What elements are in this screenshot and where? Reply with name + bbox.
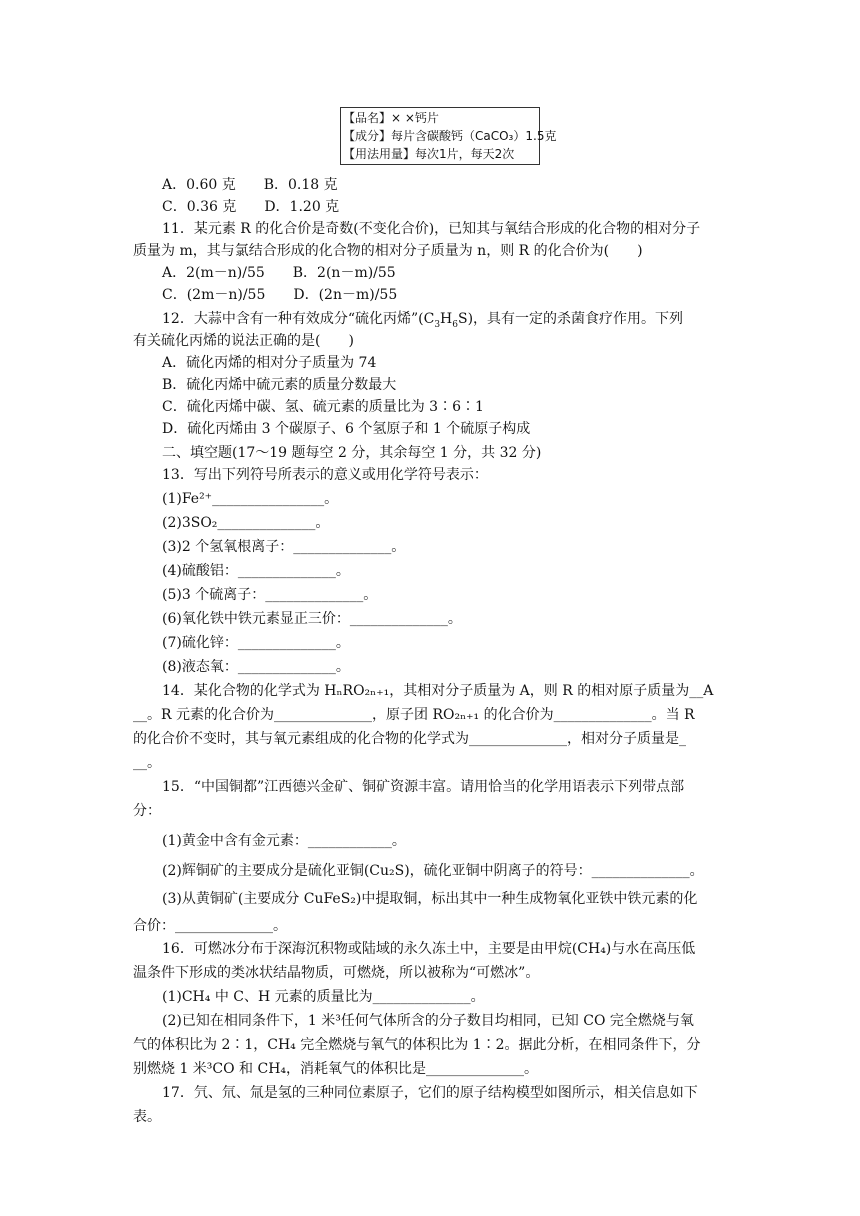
q17-line1: 17．氕、氘、氚是氢的三种同位素原子，它们的原子结构模型如图所示，相关信息如下 xyxy=(162,1085,698,1101)
q13-stem: 13．写出下列符号所表示的意义或用化学符号表示： xyxy=(162,467,488,483)
q13-item-7: (7)硫化锌：______________。 xyxy=(162,635,350,651)
q12-option-a: A．硫化丙烯的相对分子质量为 74 xyxy=(162,355,377,371)
product-label-box xyxy=(340,107,557,165)
q13-item-8: (8)液态氧：______________。 xyxy=(162,659,350,675)
q11-line1: 11．某元素 R 的化合价是奇数(不变化合价)，已知其与氧结合形成的化合物的相对分子 xyxy=(162,221,701,237)
q13-item-6: (6)氧化铁中铁元素显正三价：______________。 xyxy=(162,611,462,627)
q16-sub-2a: (2)已知在相同条件下，1 米³任何气体所含的分子数目均相同，已知 CO 完全燃烧与氧 xyxy=(162,1013,694,1029)
label-ingredient: 【成分】每片含碳酸钙（CaCO₃）1.5克 xyxy=(343,129,557,143)
q16-line2: 温条件下形成的类冰状结晶物质，可燃烧，所以被称为“可燃冰”。 xyxy=(133,965,540,981)
q10-options-row2: C．0.36 克 D．1.20 克 xyxy=(162,199,340,215)
q13-item-2: (2)3SO₂______________。 xyxy=(162,515,330,531)
q12-option-d: D．硫化丙烯由 3 个碳原子、6 个氢原子和 1 个硫原子构成 xyxy=(162,421,531,437)
q16-sub-1: (1)CH₄ 中 C、H 元素的质量比为______________。 xyxy=(162,989,485,1005)
q16-line1: 16．可燃冰分布于深海沉积物或陆域的永久冻土中，主要是由甲烷(CH₄)与水在高压低 xyxy=(162,941,696,957)
q16-sub-2b: 气的体积比为 2∶1，CH₄ 完全燃烧与氧气的体积比为 1∶2。据此分析，在相同条件下，分 xyxy=(133,1037,701,1053)
q12-option-b: B．硫化丙烯中硫元素的质量分数最大 xyxy=(162,377,397,393)
label-name: 【品名】× ×钙片 xyxy=(343,111,439,125)
q17-line2: 表。 xyxy=(133,1109,161,1125)
q11-line2: 质量为 m，其与氯结合形成的化合物的相对分子质量为 n，则 R 的化合价为( ) xyxy=(133,243,643,259)
q15-sub-1: (1)黄金中含有金元素：____________。 xyxy=(162,833,406,849)
q15-line2: 分： xyxy=(133,803,161,819)
q12-line1: 12．大蒜中含有一种有效成分“硫化丙烯$”(C_3H_6S)$，具有一定的杀菌食疗作用。下列 xyxy=(162,311,684,330)
q13-item-1: (1)Fe²⁺________________。 xyxy=(162,491,339,507)
section-2-heading: 二、填空题(17～19 题每空 2 分，其余每空 1 分，共 32 分) xyxy=(162,445,542,461)
q14-line1: 14．某化合物的化学式为 HₙRO₂ₙ₊₁，其相对分子质量为 A，则 R 的相对原子质量为__A xyxy=(162,683,714,699)
q11-options-row2: C．(2m－n)/55 D．(2n－m)/55 xyxy=(162,287,398,303)
q12-option-c: C．硫化丙烯中碳、氢、硫元素的质量比为 3∶6∶1 xyxy=(162,399,484,415)
q10-options-row1: A．0.60 克 B．0.18 克 xyxy=(162,177,338,193)
q11-options-row1: A．2(m－n)/55 B．2(n－m)/55 xyxy=(162,265,396,281)
q13-item-3: (3)2 个氢氧根离子：______________。 xyxy=(162,539,406,555)
q14-line4: __。 xyxy=(133,755,161,771)
q14-line2: __。R 元素的化合价为______________，原子团 RO₂ₙ₊₁ 的化合价为______________。当 R xyxy=(133,707,695,723)
q12-line2: 有关硫化丙烯的说法正确的是( ) xyxy=(133,333,354,349)
q15-sub-3b: 合价：______________。 xyxy=(133,918,287,934)
q16-sub-2c: 别燃烧 1 米³CO 和 CH₄，消耗氧气的体积比是______________。 xyxy=(133,1061,539,1077)
q14-line3: 的化合价不变时，其与氧元素组成的化合物的化学式为______________，相对分子质量是_ xyxy=(133,731,686,747)
label-usage: 【用法用量】每次1片，每天2次 xyxy=(343,147,515,161)
q15-sub-3a: (3)从黄铜矿(主要成分 CuFeS₂)中提取铜，标出其中一种生成物氧化亚铁中铁元素的化 xyxy=(162,891,698,907)
q15-sub-2: (2)辉铜矿的主要成分是硫化亚铜(Cu₂S)，硫化亚铜中阴离子的符号：______________。 xyxy=(162,863,704,879)
q15-line1: 15．“中国铜都”江西德兴金矿、铜矿资源丰富。请用恰当的化学用语表示下列带点部 xyxy=(162,779,685,795)
q13-item-5: (5)3 个硫离子：______________。 xyxy=(162,587,378,603)
q13-item-4: (4)硫酸铝：______________。 xyxy=(162,563,350,579)
